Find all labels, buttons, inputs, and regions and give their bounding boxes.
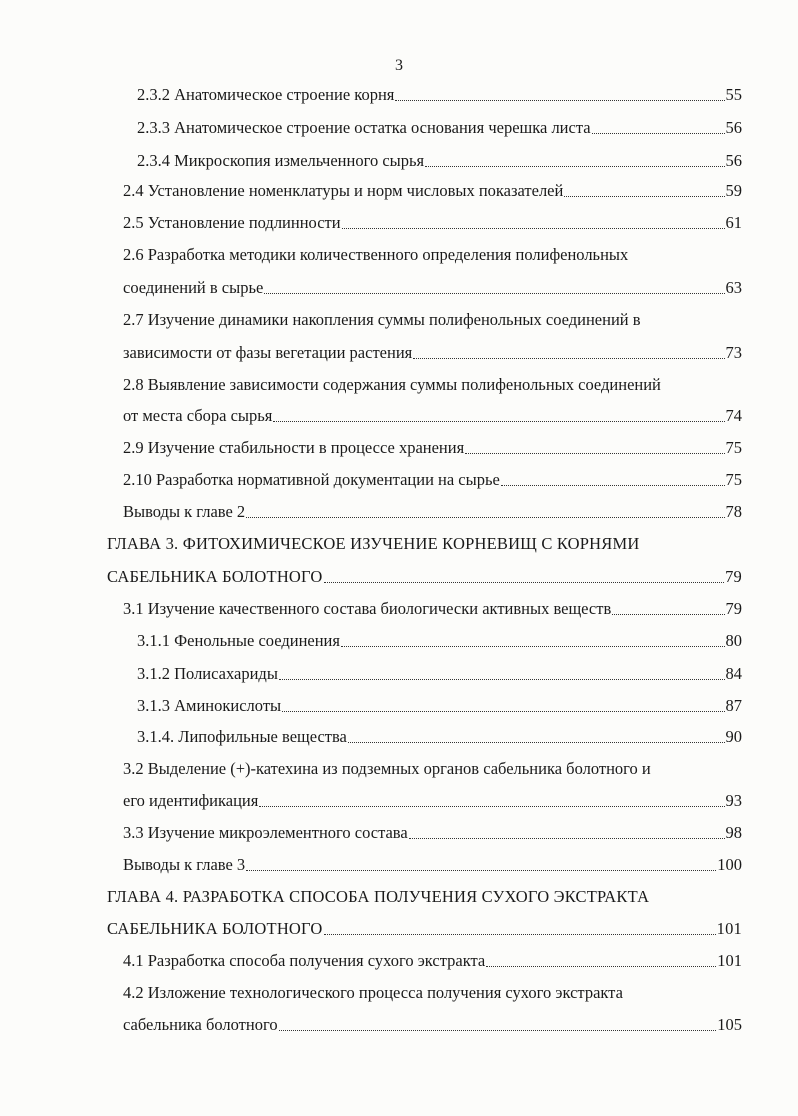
toc-entry-title: 3.1.3 Аминокислоты [137,696,282,715]
toc-entry [137,117,742,139]
toc-entry-page: 80 [725,631,742,650]
dot-leader [341,646,725,647]
toc-entry-title: 2.3.4 Микроскопия измельченного сырья [137,151,425,170]
toc-entry [123,212,742,234]
toc-entry-title: 2.4 Установление номенклатуры и норм числовых показателей [123,181,564,200]
toc-entry-page: 98 [725,823,742,842]
dot-leader [279,679,725,680]
toc-entry [123,950,742,972]
dot-leader [564,196,724,197]
toc-entry [123,374,742,396]
toc-entry-title: Выводы к главе 3 [123,855,246,874]
toc-entry-page: 93 [725,791,742,810]
toc-entry [137,630,742,652]
dot-leader [501,485,725,486]
toc-entry-page: 55 [725,85,742,104]
toc-entry-page: 101 [716,919,742,938]
dot-leader [282,711,724,712]
dot-leader [342,228,725,229]
toc-entry-title: 2.9 Изучение стабильности в процессе хранения [123,438,465,457]
toc-entry-page: 79 [725,567,742,586]
toc-entry [123,822,742,844]
toc-entry [123,309,742,331]
toc-entry-title: 4.2 Изложение технологического процесса получения сухого экстракта [123,983,623,1002]
toc-entry [107,566,742,588]
toc-entry [123,854,742,876]
toc-entry [137,695,742,717]
toc-entry-title: зависимости от фазы вегетации растения [123,343,413,362]
dot-leader [409,838,725,839]
dot-leader [395,100,724,101]
toc-entry [123,501,742,523]
toc-entry-page: 84 [725,664,742,683]
toc-entry [123,437,742,459]
toc-entry-page: 75 [725,438,742,457]
toc-entry [123,598,742,620]
toc-entry-title: 2.6 Разработка методики количественного определения полифенольных [123,245,629,264]
toc-entry [137,84,742,106]
toc-entry-page: 56 [725,118,742,137]
toc-entry-title: САБЕЛЬНИКА БОЛОТНОГО [107,567,323,586]
toc-entry [123,180,742,202]
toc-entry-page: 73 [725,343,742,362]
toc-entry [137,663,742,685]
toc-entry-title: 3.2 Выделение (+)-катехина из подземных органов сабельника болотного и [123,759,651,778]
toc-entry-page: 100 [717,855,742,874]
toc-entry-page: 74 [725,406,742,425]
toc-entry-page: 63 [725,278,742,297]
dot-leader [425,166,724,167]
dot-leader [324,582,725,583]
toc-entry-page: 56 [725,151,742,170]
toc-entry-title: 3.1 Изучение качественного состава биологически активных веществ [123,599,612,618]
toc-entry-page: 75 [725,470,742,489]
dot-leader [348,742,725,743]
toc-entry-title: 3.1.4. Липофильные вещества [137,727,347,746]
toc-entry-title: соединений в сырье [123,278,264,297]
toc-entry-title: 2.3.3 Анатомическое строение остатка основания черешка листа [137,118,591,137]
toc-entry-title: его идентификация [123,791,259,810]
toc-entry [123,982,742,1004]
page-number: 3 [395,57,403,74]
dot-leader [246,517,724,518]
toc-entry-title: сабельника болотного [123,1015,278,1034]
toc-entry-title: Выводы к главе 2 [123,502,246,521]
dot-leader [486,966,716,967]
dot-leader [273,421,724,422]
toc-entry [123,405,742,427]
dot-leader [264,293,724,294]
toc-entry [137,726,742,748]
toc-entry [137,150,742,172]
toc-chapter-heading [107,533,742,555]
toc-chapter-heading [107,886,742,908]
toc-entry-title: 2.7 Изучение динамики накопления суммы полифенольных соединений в [123,310,641,329]
toc-entry-title: ГЛАВА 3. ФИТОХИМИЧЕСКОЕ ИЗУЧЕНИЕ КОРНЕВИЩ С КОРНЯМИ [107,534,640,553]
toc-entry-title: 3.3 Изучение микроэлементного состава [123,823,408,842]
toc-entry-title: 3.1.1 Фенольные соединения [137,631,340,650]
dot-leader [324,934,716,935]
toc-entry-page: 79 [725,599,742,618]
toc-entry-title: 4.1 Разработка способа получения сухого экстракта [123,951,486,970]
toc-entry-page: 90 [725,727,742,746]
toc-entry [123,277,742,299]
toc-entry-page: 101 [717,951,742,970]
dot-leader [612,614,724,615]
toc-entry-page: 87 [725,696,742,715]
toc-entry-page: 78 [725,502,742,521]
dot-leader [246,870,716,871]
toc-entry [123,244,742,266]
dot-leader [592,133,725,134]
toc-entry-title: 2.10 Разработка нормативной документации на сырье [123,470,500,489]
toc-entry-page: 59 [725,181,742,200]
toc-entry-page: 105 [717,1015,742,1034]
toc-entry-title: 2.5 Установление подлинности [123,213,341,232]
toc-entry [123,1014,742,1036]
toc-entry-title: 2.3.2 Анатомическое строение корня [137,85,395,104]
toc-entry-title: 3.1.2 Полисахариды [137,664,278,683]
dot-leader [279,1030,717,1031]
dot-leader [413,358,724,359]
toc-entry [123,342,742,364]
toc-entry [123,790,742,812]
dot-leader [259,806,724,807]
toc-entry-page: 61 [725,213,742,232]
toc-entry [107,918,742,940]
toc-entry [123,469,742,491]
toc-entry-title: САБЕЛЬНИКА БОЛОТНОГО [107,919,323,938]
dot-leader [465,453,724,454]
toc-entry-title: ГЛАВА 4. РАЗРАБОТКА СПОСОБА ПОЛУЧЕНИЯ СУХОГО ЭКСТРАКТА [107,887,650,906]
toc-entry-title: от места сбора сырья [123,406,273,425]
toc-entry [123,758,742,780]
toc-entry-title: 2.8 Выявление зависимости содержания суммы полифенольных соединений [123,375,661,394]
